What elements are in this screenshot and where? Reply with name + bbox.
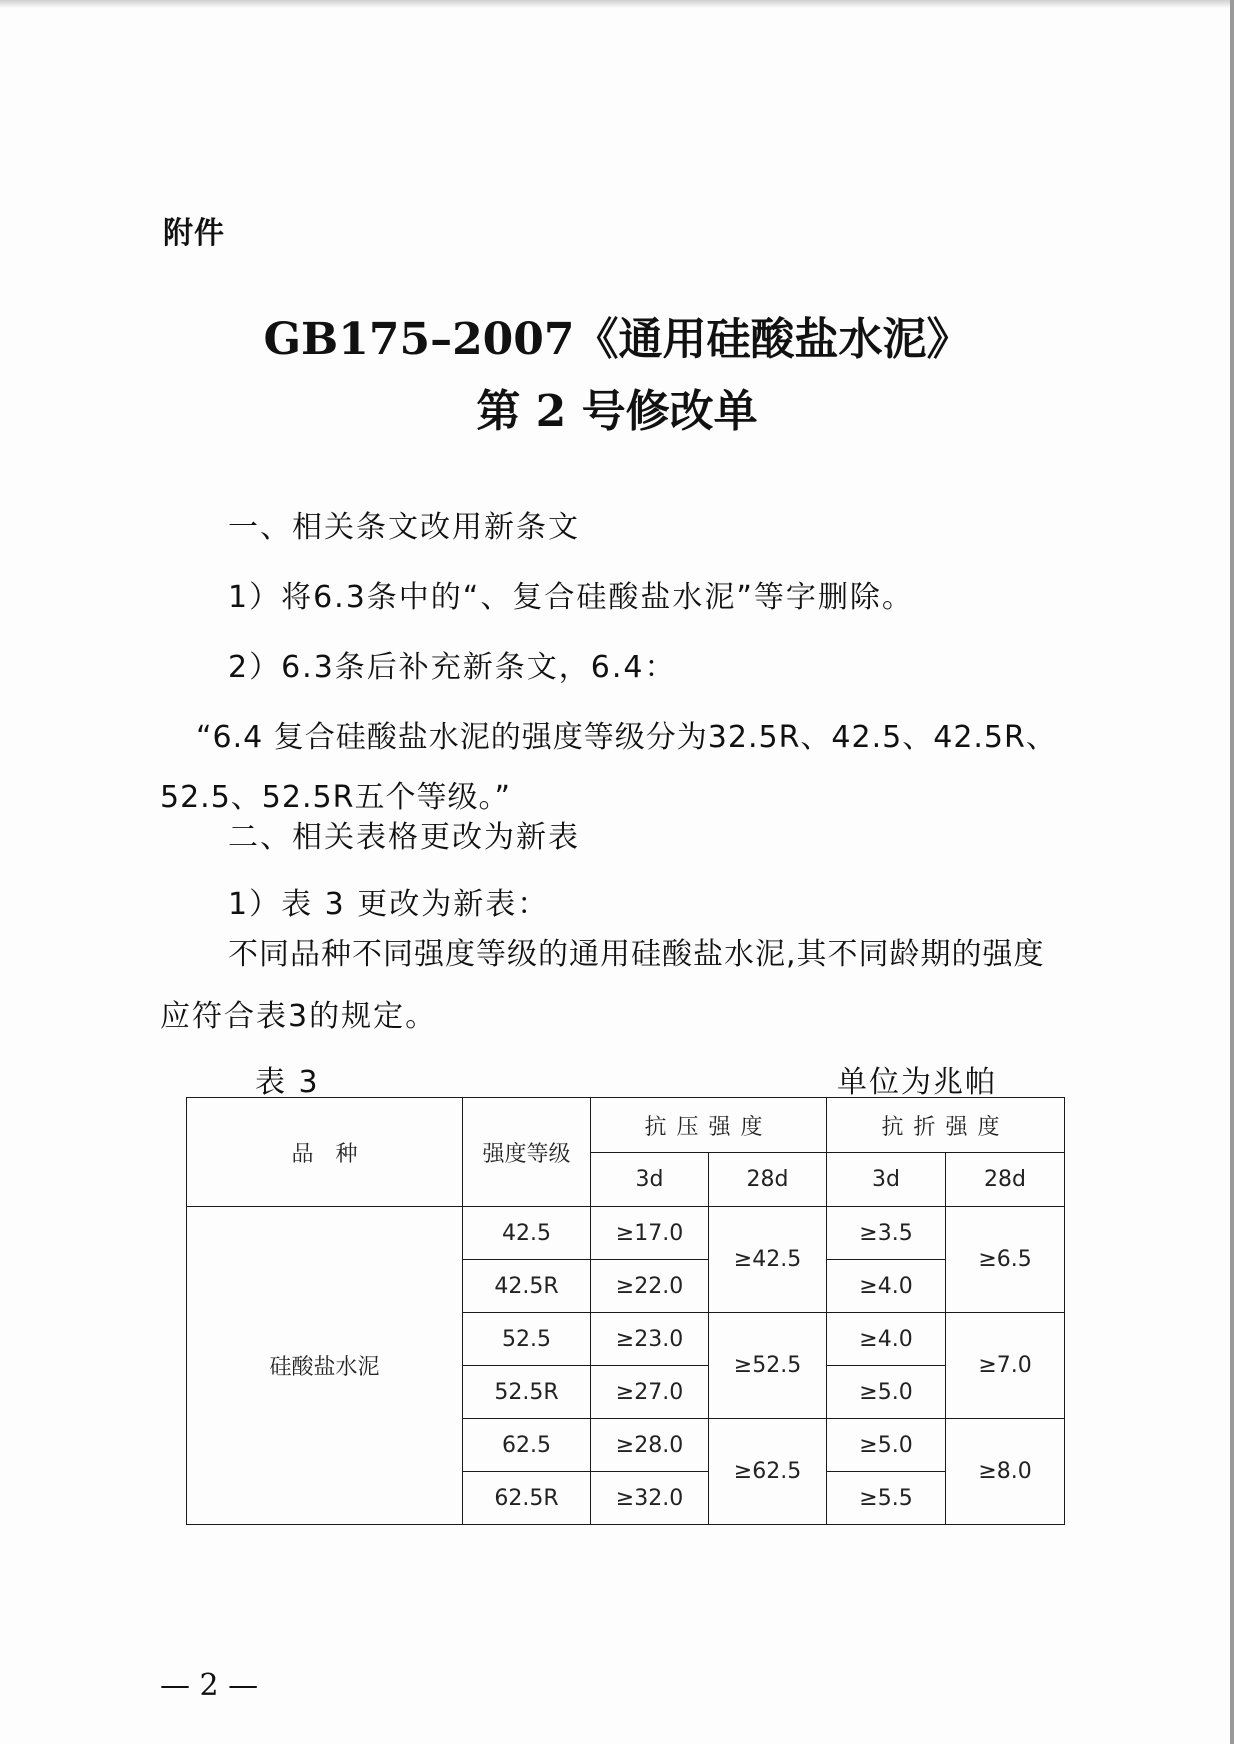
- grade-cell: 62.5R: [463, 1472, 591, 1525]
- header-compressive-strength: 抗压强度: [591, 1098, 827, 1153]
- flexural-3d-cell: ≥5.0: [827, 1366, 946, 1419]
- table-row: [187, 1207, 1065, 1260]
- paragraph-item-2: 2）6.3条后补充新条文，6.4：: [228, 650, 677, 685]
- document-title-line-1: GB175–2007《通用硅酸盐水泥》: [263, 314, 971, 365]
- header-flexural-3d: 3d: [827, 1153, 946, 1207]
- section-heading-clauses: 一、相关条文改用新条文: [228, 510, 580, 545]
- grade-cell: 42.5: [463, 1207, 591, 1260]
- compressive-28d-cell: ≥42.5: [709, 1207, 827, 1313]
- flexural-3d-cell: ≥5.5: [827, 1472, 946, 1525]
- paragraph-item-1: 1）将6.3条中的“、复合硅酸盐水泥”等字删除。: [228, 580, 914, 615]
- table-header-row: [187, 1098, 1065, 1153]
- grade-cell: 42.5R: [463, 1260, 591, 1313]
- page-number: — 2 —: [160, 1668, 259, 1703]
- header-compressive-28d: 28d: [709, 1153, 827, 1207]
- grade-cell: 62.5: [463, 1419, 591, 1472]
- compressive-28d-cell: ≥52.5: [709, 1313, 827, 1419]
- paragraph-requirement-line-2: 应符合表3的规定。: [160, 999, 438, 1034]
- table-unit: 单位为兆帕: [837, 1065, 997, 1100]
- compressive-3d-cell: ≥28.0: [591, 1419, 709, 1472]
- compressive-3d-cell: ≥27.0: [591, 1366, 709, 1419]
- paragraph-requirement-line-1: 不同品种不同强度等级的通用硅酸盐水泥,其不同龄期的强度: [228, 937, 1045, 972]
- paragraph-table-item-1: 1）表 3 更改为新表：: [228, 887, 550, 922]
- flexural-3d-cell: ≥4.0: [827, 1313, 946, 1366]
- flexural-3d-cell: ≥5.0: [827, 1419, 946, 1472]
- section-heading-tables: 二、相关表格更改为新表: [228, 820, 580, 855]
- table-caption: 表 3: [255, 1065, 320, 1100]
- attachment-label: 附件: [163, 216, 225, 251]
- compressive-3d-cell: ≥32.0: [591, 1472, 709, 1525]
- flexural-3d-cell: ≥3.5: [827, 1207, 946, 1260]
- compressive-3d-cell: ≥23.0: [591, 1313, 709, 1366]
- compressive-3d-cell: ≥22.0: [591, 1260, 709, 1313]
- paragraph-clause-6-4-line-2: 52.5、52.5R五个等级。”: [160, 780, 511, 815]
- flexural-28d-cell: ≥8.0: [946, 1419, 1065, 1525]
- flexural-28d-cell: ≥6.5: [946, 1207, 1065, 1313]
- grade-cell: 52.5: [463, 1313, 591, 1366]
- variety-cell: 硅酸盐水泥: [187, 1207, 463, 1525]
- flexural-28d-cell: ≥7.0: [946, 1313, 1065, 1419]
- document-title-line-2: 第 2 号修改单: [476, 386, 758, 437]
- compressive-3d-cell: ≥17.0: [591, 1207, 709, 1260]
- grade-cell: 52.5R: [463, 1366, 591, 1419]
- compressive-28d-cell: ≥62.5: [709, 1419, 827, 1525]
- paragraph-clause-6-4-line-1: “6.4 复合硅酸盐水泥的强度等级分为32.5R、42.5、42.5R、: [196, 720, 1057, 755]
- header-variety: 品 种: [187, 1098, 463, 1207]
- header-flexural-strength: 抗折强度: [827, 1098, 1065, 1153]
- header-compressive-3d: 3d: [591, 1153, 709, 1207]
- scan-edge-top: [0, 0, 1234, 8]
- header-strength-grade: 强度等级: [463, 1098, 591, 1207]
- strength-table: [186, 1097, 1065, 1525]
- flexural-3d-cell: ≥4.0: [827, 1260, 946, 1313]
- scan-edge-right: [1230, 0, 1234, 1744]
- header-flexural-28d: 28d: [946, 1153, 1065, 1207]
